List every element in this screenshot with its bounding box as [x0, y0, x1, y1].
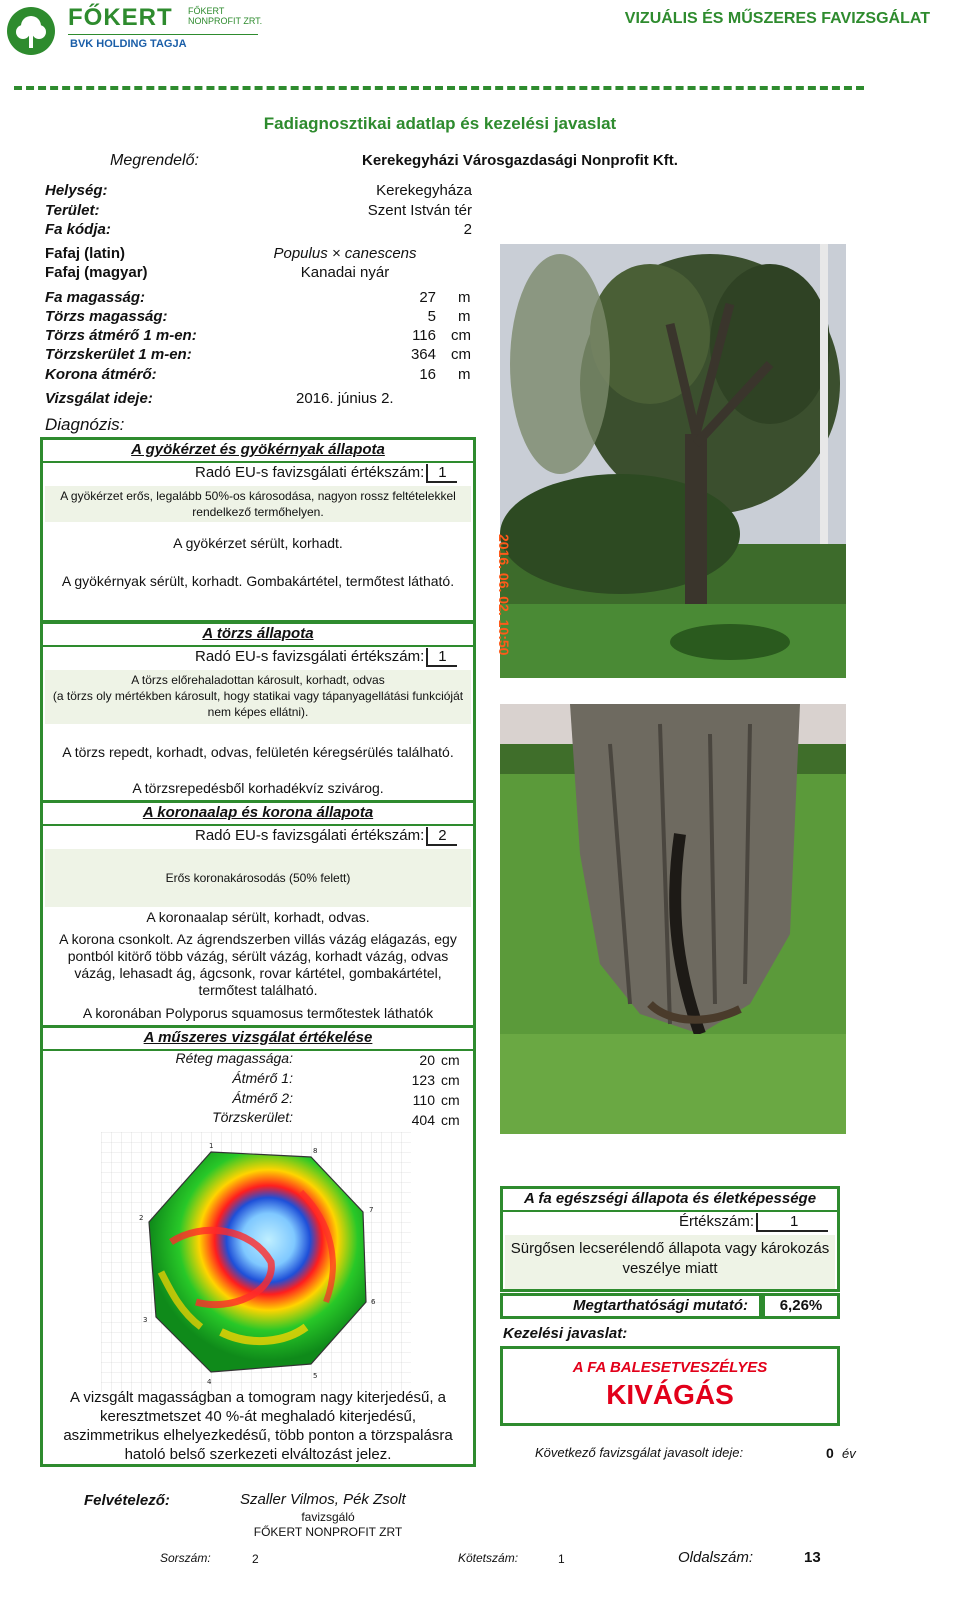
reteg-unit: cm — [441, 1052, 460, 1068]
reteg-label: Réteg magassága: — [175, 1050, 293, 1066]
next-exam-value: 0 — [826, 1445, 834, 1461]
magassag-label: Fa magasság: — [45, 289, 146, 306]
torzskerulet-value: 404 — [411, 1112, 435, 1128]
brand-sub2: NONPROFIT ZRT. — [188, 16, 263, 26]
korona-label: Korona átmérő: — [45, 366, 157, 383]
torzs-mag-label: Törzs magasság: — [45, 308, 168, 325]
health-section — [500, 1186, 840, 1292]
atm1-label: Átmérő 1: — [232, 1070, 293, 1086]
crown-note3: A koronában Polyporus squamosus termőtestek láthatók — [82, 1005, 434, 1021]
fa-kod-label: Fa kódja: — [45, 221, 111, 238]
atm2-unit: cm — [441, 1092, 460, 1108]
trunk-score-value: 1 — [426, 648, 456, 667]
trunk-desc1: A törzs előrehaladottan károsult, korhadt, odvas — [131, 673, 385, 687]
trunk-photo-image — [500, 704, 846, 1134]
svg-text:5: 5 — [313, 1372, 318, 1380]
fafaj-magyar-value: Kanadai nyár — [300, 264, 390, 281]
vizsgalat-label: Vizsgálat ideje: — [45, 390, 153, 407]
atm2-value: 110 — [412, 1092, 435, 1108]
health-score-label: Értékszám: — [679, 1213, 755, 1230]
atmero-unit: cm — [451, 327, 471, 344]
kotetszam-label: Kötetszám: — [458, 1551, 519, 1565]
tree-logo-icon — [6, 6, 56, 56]
client-value: Kerekegyházi Városgazdasági Nonprofit Kft. — [362, 152, 678, 169]
health-score-row — [679, 1213, 828, 1232]
health-heading: A fa egészségi állapota és életképessége — [523, 1190, 817, 1207]
fafaj-latin-label: Fafaj (latin) — [45, 245, 126, 262]
next-exam-label: Következő favizsgálat javasolt ideje: — [535, 1445, 744, 1460]
roots-desc: A gyökérzet erős, legalább 50%-os károsodása, nagyon rossz feltételekkel rendelkező termőhelyen. — [45, 486, 471, 522]
retain-box — [500, 1293, 762, 1319]
korona-value: 16 — [419, 366, 436, 383]
retain-value-box — [762, 1293, 840, 1319]
crown-section — [40, 800, 476, 1028]
retain-value: 6,26% — [779, 1297, 823, 1314]
roots-heading-rule — [43, 461, 473, 463]
svg-text:3: 3 — [143, 1316, 148, 1324]
svg-text:2: 2 — [139, 1214, 144, 1222]
roots-score-value: 1 — [426, 464, 456, 483]
recorder-role: favizsgáló — [301, 1510, 355, 1524]
terulet-value: Szent István tér — [367, 202, 472, 219]
roots-score-row — [195, 464, 457, 483]
roots-note1: A gyökérzet sérült, korhadt. — [173, 535, 343, 551]
helyseg-label: Helység: — [45, 182, 108, 199]
treatment-box — [500, 1346, 840, 1426]
brand-name: FŐKERT — [68, 4, 173, 31]
magassag-unit: m — [458, 289, 471, 306]
danger-text: A FA BALESETVESZÉLYES — [572, 1359, 768, 1376]
crown-note1: A koronaalap sérült, korhadt, odvas. — [146, 909, 370, 925]
svg-text:7: 7 — [369, 1206, 374, 1214]
roots-heading: A gyökérzet és gyökérnyak állapota — [131, 441, 385, 458]
kerulet-value: 364 — [410, 346, 436, 363]
crown-score-label: Radó EU-s favizsgálati értékszám: — [195, 827, 425, 844]
tree-photo-image — [500, 244, 846, 678]
atm1-value: 123 — [411, 1072, 435, 1088]
treatment-label: Kezelési javaslat: — [503, 1325, 628, 1342]
reteg-value: 20 — [419, 1052, 435, 1068]
oldalszam-label: Oldalszám: — [678, 1549, 754, 1566]
holding-text: BVK HOLDING TAGJA — [70, 38, 187, 50]
trunk-photo — [500, 704, 846, 1134]
photo-timestamp: 2016. 06. 02. 10:50 — [496, 534, 512, 656]
torzskerulet-label: Törzskerület: — [212, 1109, 293, 1125]
kerulet-label: Törzskerület 1 m-en: — [45, 346, 192, 363]
trunk-section — [40, 621, 476, 803]
crown-score-value: 2 — [426, 827, 456, 846]
health-score-value: 1 — [756, 1213, 828, 1232]
crown-desc: Erős koronakárosodás (50% felett) — [45, 849, 471, 907]
roots-note2: A gyökérnyak sérült, korhadt. Gombakártétel, termőtest látható. — [61, 573, 455, 589]
vizsgalat-value: 2016. június 2. — [296, 390, 394, 407]
tomogram-image — [101, 1132, 411, 1392]
recorder-name: Szaller Vilmos, Pék Zsolt — [240, 1491, 406, 1508]
next-exam-unit: év — [842, 1446, 856, 1461]
health-desc: Sürgősen lecserélendő állapota vagy károkozás veszélye miatt — [505, 1235, 835, 1289]
sorszam-label: Sorszám: — [160, 1551, 211, 1565]
crown-note2: A korona csonkolt. Az ágrendszerben villás vázág elágazás, egy pontból kitörő több vázág, sérült vázág, korhadt vázág, odvas vázág, lehasadt ág, ágcsonk, rovar kártétel, gombakártétel, termőtest található. — [59, 931, 457, 998]
brand-sub1: FŐKERT — [188, 6, 225, 16]
trunk-score-row — [195, 648, 457, 667]
roots-score-label: Radó EU-s favizsgálati értékszám: — [195, 464, 425, 481]
client-label: Megrendelő: — [110, 152, 199, 169]
torzs-mag-value: 5 — [427, 308, 436, 325]
crown-score-row — [195, 827, 457, 846]
kotetszam-value: 1 — [558, 1552, 565, 1566]
trunk-desc2: (a törzs oly mértékben károsult, hogy statikai vagy tápanyagellátási funkcióját nem képes ellátni). — [52, 689, 464, 719]
retain-label: Megtarthatósági mutató: — [573, 1297, 749, 1314]
instrument-heading: A műszeres vizsgálat értékelése — [143, 1029, 373, 1046]
health-heading-rule — [503, 1210, 837, 1212]
instrument-section — [40, 1025, 476, 1467]
fa-kod-value: 2 — [463, 221, 472, 238]
fafaj-magyar-label: Fafaj (magyar) — [45, 264, 148, 281]
atm2-label: Átmérő 2: — [232, 1090, 293, 1106]
header-dashed-rule — [14, 86, 864, 90]
terulet-label: Terület: — [45, 202, 100, 219]
crown-heading-rule — [43, 824, 473, 826]
recorder-org: FŐKERT NONPROFIT ZRT — [253, 1525, 403, 1539]
svg-text:6: 6 — [371, 1298, 376, 1306]
svg-text:8: 8 — [313, 1147, 318, 1155]
trunk-score-label: Radó EU-s favizsgálati értékszám: — [195, 648, 425, 665]
svg-text:4: 4 — [207, 1378, 212, 1386]
tree-photo — [496, 244, 846, 678]
doc-title: Fadiagnosztikai adatlap és kezelési javaslat — [263, 114, 617, 133]
svg-text:1: 1 — [209, 1142, 214, 1150]
fafaj-latin-value: Populus × canescens — [273, 245, 417, 262]
trunk-note1: A törzs repedt, korhadt, odvas, felületén kéregsérülés található. — [62, 744, 454, 760]
atmero-value: 116 — [412, 327, 436, 344]
crown-heading: A koronaalap és korona állapota — [142, 804, 374, 821]
trunk-note2: A törzsrepedésből korhadékvíz szivárog. — [132, 780, 384, 796]
torzskerulet-unit: cm — [441, 1112, 460, 1128]
trunk-heading: A törzs állapota — [202, 625, 314, 642]
korona-unit: m — [458, 366, 471, 383]
recorder-label: Felvételező: — [84, 1492, 170, 1509]
magassag-value: 27 — [419, 289, 436, 306]
tomogram-desc: A vizsgált magasságban a tomogram nagy kiterjedésű, a keresztmetszet 40 %-át meghaladó kiterjedésű, aszimmetrikus elhelyezkedésű, több ponton a törzspalásra hatoló belső szerkezeti elváltozást jelez. — [63, 1389, 453, 1463]
helyseg-value: Kerekegyháza — [376, 182, 472, 199]
atm1-unit: cm — [441, 1072, 460, 1088]
sorszam-value: 2 — [252, 1552, 259, 1566]
diagnozis-label: Diagnózis: — [45, 415, 125, 434]
fokert-logo — [6, 6, 266, 56]
torzs-mag-unit: m — [458, 308, 471, 325]
trunk-heading-rule — [43, 645, 473, 647]
logo-divider — [68, 34, 258, 35]
trunk-desc — [45, 670, 471, 724]
action-text: KIVÁGÁS — [606, 1379, 734, 1410]
roots-section — [40, 437, 476, 623]
oldalszam-value: 13 — [804, 1549, 821, 1566]
page-header-title: VIZUÁLIS ÉS MŰSZERES FAVIZSGÁLAT — [624, 10, 930, 27]
kerulet-unit: cm — [451, 346, 471, 363]
atmero-label: Törzs átmérő 1 m-en: — [45, 327, 197, 344]
